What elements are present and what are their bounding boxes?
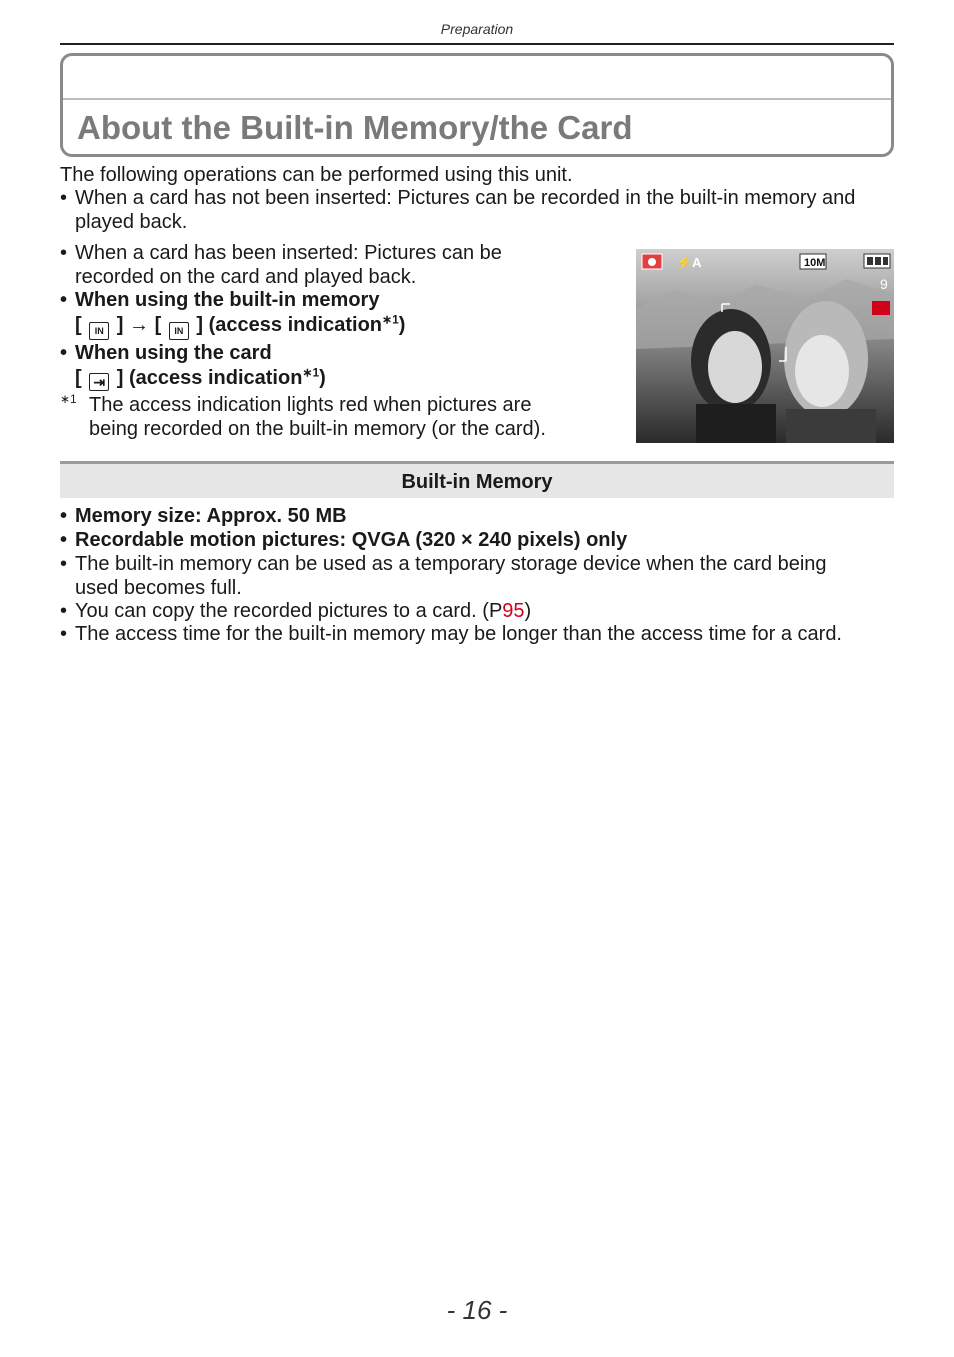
bullet-dot: •	[60, 505, 68, 527]
motion-pictures-item: Recordable motion pictures: QVGA (320 × 240 pixels) only	[75, 529, 628, 551]
bullet-no-card: When a card has not been inserted: Pictures can be recorded in the built-in memory and	[75, 187, 856, 209]
bullet-dot: •	[60, 187, 68, 209]
access-indication-text: ] (access indication	[116, 367, 303, 389]
photo-illustration	[636, 249, 894, 443]
temp-storage-item-cont: used becomes full.	[75, 577, 242, 599]
intro-text: The following operations can be performed using this unit.	[60, 164, 573, 186]
bracket-open: [	[154, 314, 162, 336]
bullet-dot: •	[60, 242, 68, 264]
header-rule	[60, 43, 894, 45]
builtin-memory-access-icon: IN	[169, 322, 189, 340]
page-title: About the Built-in Memory/the Card	[77, 109, 633, 146]
camera-lcd-photo	[636, 249, 894, 443]
section-header: Preparation	[440, 21, 514, 37]
bullet-dot: •	[60, 529, 68, 551]
footnote-ref: ∗1	[382, 312, 399, 327]
card-indication-line: [ ⇥ ] (access indication$^{∗1}$)	[75, 365, 326, 390]
bullet-card-inserted: When a card has been inserted: Pictures can be	[75, 242, 502, 264]
footnote-line: The access indication lights red when pictures are	[89, 394, 532, 416]
bullet-dot: •	[60, 623, 68, 645]
bullet-card-inserted-cont: recorded on the card and played back.	[75, 266, 417, 288]
title-box	[60, 53, 894, 157]
page-number: - 16 -	[446, 1295, 508, 1325]
frames-remaining: 9	[880, 276, 888, 292]
flash-icon: ⚡A	[676, 255, 702, 270]
card-access-icon: ⇥	[89, 373, 109, 391]
bracket-open: [	[75, 367, 82, 389]
memory-indication-line: [ IN ] → [ IN ] (access indication$^{∗1}$)	[75, 313, 405, 340]
temp-storage-item: The built-in memory can be used as a temporary storage device when the card being	[75, 553, 827, 575]
bullet-dot: •	[60, 289, 68, 311]
memory-size-item: Memory size: Approx. 50 MB	[75, 505, 347, 527]
resolution-label: 10M	[804, 257, 826, 269]
bullet-dot: •	[60, 342, 68, 364]
section-title: Built-in Memory	[401, 471, 553, 493]
bracket-open: [	[75, 314, 82, 336]
bracket-close: ]	[116, 314, 124, 336]
page-link[interactable]: 95	[502, 600, 525, 622]
access-indication-text: ] (access indication	[196, 314, 383, 336]
card-heading: When using the card	[75, 342, 272, 364]
footnote-ref: ∗1	[302, 365, 320, 380]
bullet-dot: •	[60, 600, 68, 622]
copy-item: You can copy the recorded pictures to a card. (P95)	[75, 600, 532, 622]
memory-heading: When using the built-in memory	[75, 289, 380, 311]
builtin-memory-icon: IN	[89, 322, 109, 340]
access-time-item: The access time for the built-in memory may be longer than the access time for a card.	[75, 623, 842, 645]
footnote-line: being recorded on the built-in memory (or the card).	[89, 418, 546, 440]
arrow-icon: →	[129, 314, 150, 336]
footnote-mark: ∗1	[60, 392, 77, 406]
bullet-no-card-cont: played back.	[75, 211, 188, 233]
title-inner-rule	[63, 98, 891, 100]
section-bar	[60, 461, 894, 498]
bullet-dot: •	[60, 553, 68, 575]
